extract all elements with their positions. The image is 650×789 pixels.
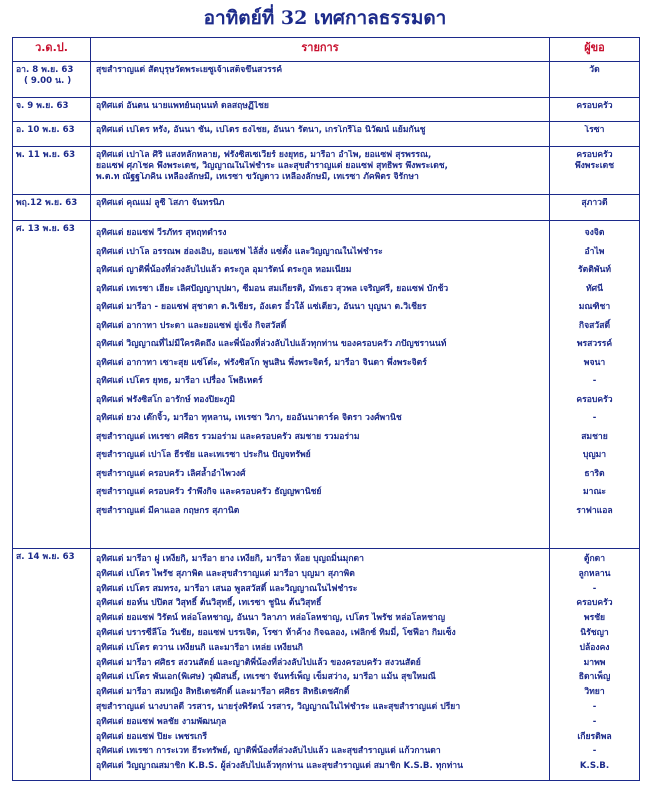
- row-date: [13, 122, 91, 146]
- requester-line: [550, 136, 639, 147]
- row-items: [91, 549, 550, 780]
- row-date: [13, 549, 91, 780]
- row-requester: [550, 147, 639, 194]
- row-requester: [550, 549, 639, 780]
- item-line: อุทิศแด่ ยอแซฟ วิรัตน์ หล่อโลหชาญ, อันนา วิลาภา หล่อโลหชาญ, เปโตร ไพรัช หล่อโลหชาญ: [96, 613, 446, 624]
- requester-line: มณฑิชา: [578, 302, 611, 312]
- requester-line: ทัศนี: [586, 283, 603, 294]
- date-text: พ. 11 พ.ย. 63: [16, 150, 76, 160]
- page-title: อาทิตย์ที่ 32 เทศกาลธรรมดา: [203, 7, 447, 29]
- item-line: อุทิศแด่ เปโตร หรั่ง, อันนา ชั้น, เปโตร ธงไชย, อันนา รัตนา, เกรโกรีโอ นิวัฒน์ แย้มกันชู: [96, 125, 426, 135]
- requester-line: พึ่งพระเดช: [574, 161, 615, 171]
- table-header: [13, 38, 639, 62]
- item-line: อุทิศแด่ เปโตร ดวาน เหงียนกิ และมารีอา เหล่ย เหงียนกิ: [96, 642, 303, 653]
- row-requester: [550, 195, 639, 220]
- requester-line: บุญมา: [582, 450, 607, 460]
- requester-line: -: [592, 701, 597, 712]
- item-line: อุทิศแด่ ฟรังซิสโก อารักษ์ ทองปิยะภูมิ: [96, 394, 236, 405]
- date-text: ส. 14 พ.ย. 63: [16, 552, 75, 562]
- requester-line: ครอบครัว: [576, 394, 613, 405]
- requester-line: -: [592, 376, 597, 386]
- requester-line: สุภาวดี: [581, 198, 608, 208]
- item-line: อุทิศแด่ ยอแซฟ ปิยะ เพชรเกรี: [96, 731, 207, 742]
- item-line: อุทิศแด่ ยอแซฟ วีรภัทร สุหฤทดำรง: [96, 228, 227, 238]
- requester-line: ครอบครัว: [576, 598, 613, 609]
- table-row: [13, 98, 639, 122]
- item-line: [96, 183, 545, 194]
- requester-line: ครอบครัว: [576, 150, 613, 160]
- item-line: อุทิศแด่ อากาทา ประดา และยอแซฟ ยู่เช้ง กิจสวัสดิ์: [96, 320, 287, 331]
- requester-line: วิทยา: [584, 687, 605, 698]
- requester-line: โรซา: [584, 125, 605, 135]
- item-line: [96, 136, 545, 147]
- date-time: ( 9.00 น. ): [24, 76, 72, 86]
- row-items: [91, 221, 550, 548]
- item-line: [96, 520, 545, 539]
- row-date: [13, 147, 91, 194]
- item-line: สุขสำราญแด่ เทเรซา ศศิธร รวมอร่าม และครอบครัว สมชาย รวมอร่าม: [96, 431, 360, 442]
- item-line: อุทิศแด่ บรารซีลีโอ วันชัย, ยอแซฟ บรรเจิด, โรซา ห้าค้าง กิจฉลอง, เฟลิกซ์ ทิมมี่, โซฟีอา กิมเซ็ง: [96, 627, 456, 638]
- requester-line: วัด: [589, 65, 600, 75]
- date-text: ศ. 13 พ.ย. 63: [16, 224, 75, 234]
- requester-line: ธิดาเพ็ญ: [578, 672, 611, 683]
- requester-line: -: [592, 583, 597, 594]
- item-line: อุทิศแด่ เปโตร สมทรง, มารีอา เสนอ พูลสวัสดิ์ และวิญญาณในไฟชำระ: [96, 583, 358, 594]
- row-items: [91, 62, 550, 97]
- item-line: อุทิศแด่ อากาทา เซาะสุย แซ่โต๋ะ, ฟรังซิสโก พูนสิน พึ่งพระจิตร์, มารีอา จินดา พึ่งพระจิตร์: [96, 357, 427, 368]
- item-line: [96, 87, 545, 98]
- item-line: อุทิศแด่ เทเรซา การะเวท ธีระทรัพย์, ญาติพี่น้องที่ล่วงลับไปแล้ว และสุขสำราญแด่ แก้วกานดา: [96, 746, 441, 757]
- requester-line: ราฟาแอล: [576, 505, 613, 516]
- header-date: ว.ด.ป.: [13, 38, 91, 61]
- date-text: อ. 10 พ.ย. 63: [16, 125, 75, 135]
- row-requester: [550, 221, 639, 548]
- item-line: อุทิศแด่ เปาโล อรรณพ ฮ่องเอิบ, ยอแซฟ ไล้สั่ง แซ่ตั้ง และวิญญาณในไฟชำระ: [96, 246, 383, 257]
- row-items: [91, 147, 550, 194]
- row-date: [13, 221, 91, 548]
- requester-line: สมชาย: [581, 431, 608, 442]
- table-row: [13, 195, 639, 221]
- date-text: พฤ.12 พ.ย. 63: [16, 198, 78, 208]
- item-line: อุทิศแด่ เปโตร ไพรัช สุภาพิต และสุขสำราญแด่ มารีอา บุญมา สุภาพิต: [96, 568, 355, 579]
- item-line: อุทิศแด่ เปโตร พันเอก(พิเศษ) วุฒิสนธิ์, เทเรซา จันทร์เพ็ญ เข็มสว่าง, มารีอา แม้น สุขใหมณี: [96, 672, 436, 683]
- header-items: รายการ: [91, 38, 550, 61]
- item-line: อุทิศแด่ มารีอา - ยอแซฟ สุชาดา ต.วิเชียร, อังเดร อี๋วใล้ แซ่เตียว, อันนา บุญนา ต.วิเชียร: [96, 302, 427, 312]
- item-line: อุทิศแด่ มารีอา สมหญิง สิทธิเดชศักดิ์ และมารีอา ศศิธร สิทธิเดชศักดิ์: [96, 687, 350, 698]
- item-line: อุทิศแด่ มารีอา ศศิธร สงวนสัตย์ และญาติพี่น้องที่ล่วงลับไปแล้ว ของครอบครัว สงวนสัตย์: [96, 657, 421, 668]
- requester-line: [550, 172, 639, 183]
- requester-line: [550, 209, 639, 220]
- requester-line: พรสวรรค์: [576, 339, 613, 349]
- table-row: [13, 147, 639, 195]
- item-line: อุทิศแด่ อันตน นายแพทย์นฤนนท์ ดลสฤษฏิ์ไชย: [96, 101, 269, 111]
- item-line: สุขสำราญแด่ เปาโล ธีรชัย และเทเรซา ประกิน ปัญจทรัพย์: [96, 450, 311, 460]
- item-line: ยอแซฟ ศุภโชค พึ่งพระเดช, วิญญาณในไฟชำระ และสุขสำราญแด่ ยอแซฟ สุทธิพร พึ่งพระเดช,: [96, 161, 448, 171]
- item-line: อุทิศแด่ มารีอา ฝู เหงียกิ, มารีอา ยาง เหงียกิ, มารีอา ห้อย บุญถมิ่นมุกดา: [96, 554, 364, 564]
- date-text: อา. 8 พ.ย. 63: [16, 65, 74, 75]
- item-line: สุขสำราญแด่ นางบาลดี วรสาร, นายรุ่งพิรัตน์ วรสาร, วิญญาณในไฟชำระ และสุขสำราญแด่ ปรียา: [96, 701, 461, 712]
- table-row: [13, 549, 639, 780]
- requester-line: K.S.B.: [579, 761, 610, 772]
- intentions-table: [12, 37, 640, 781]
- row-requester: [550, 62, 639, 97]
- requester-line: ปล้องคง: [579, 642, 610, 653]
- requester-line: ตู้กดา: [583, 554, 606, 564]
- item-line: สุขสำราญแด่ มีคาแอล กฤษกร สุภานิต: [96, 505, 240, 516]
- requester-line: นิรัชญา: [580, 627, 609, 638]
- requester-line: อำไพ: [584, 246, 605, 257]
- requester-line: มาพพ: [583, 657, 606, 668]
- requester-line: [550, 76, 639, 87]
- requester-line: จงจิต: [584, 228, 605, 238]
- requester-line: พจนา: [583, 357, 606, 368]
- item-line: อุทิศแด่ เปาโล ศิริ แสงหลักหลาย, ฟรังซิสเซเวียร์ ยงยุทธ, มารีอา อำไพ, ยอแซฟ สุรพรรณ,: [96, 150, 432, 160]
- table-row: [13, 221, 639, 549]
- requester-line: [550, 87, 639, 98]
- requester-line: ครอบครัว: [576, 101, 613, 111]
- item-line: อุทิศแด่ ยอแซฟ พลชัย งามพัฒนกุล: [96, 716, 227, 727]
- requester-line: -: [592, 716, 597, 727]
- item-line: อุทิศแด่ ยวง เต๊กจิ้ว, มารีอา ทุหลาน, เทเรซา วิภา, ยออันนาดาร์ค จิตรา วงศ์พานิช: [96, 413, 402, 423]
- requester-line: ลูกหลาน: [578, 568, 611, 579]
- requester-line: รัตติพันท์: [578, 265, 611, 275]
- item-line: [96, 76, 545, 87]
- item-line: อุทิศแด่ คุณแม่ ลูซี่ โสภา จันทรนิภ: [96, 198, 225, 208]
- requester-line: -: [592, 413, 597, 423]
- item-line: อุทิศแด่ วิญญาณสมาชิก K.B.S. ผู้ล่วงลับไปแล้วทุกท่าน และสุขสำราญแด่ สมาชิก K.S.B. ทุกท่าน: [96, 761, 463, 772]
- row-requester: [550, 98, 639, 121]
- table-row: [13, 62, 639, 98]
- requester-line: -: [592, 746, 597, 757]
- row-date: [13, 98, 91, 121]
- item-line: [96, 209, 545, 220]
- item-line: พ.ต.ท ณัฐฐโภคิน เหลืองลักษมี, เทเรซา ขวัญดาว เหลืองลักษมี, เทเรซา ภัคพิตร จิรักษา: [96, 172, 419, 182]
- date-text: จ. 9 พ.ย. 63: [16, 101, 69, 111]
- requester-line: พรชัย: [583, 613, 606, 624]
- item-line: อุทิศแด่ ยอห์น ปปิตส วิสุทธิ์ ต้นวิสุทธิ์, เทเรซา ชูนิน ต้นวิสุทธิ์: [96, 598, 322, 609]
- requester-line: [550, 183, 639, 194]
- requester-line: [550, 520, 639, 539]
- table-row: [13, 122, 639, 147]
- row-date: [13, 195, 91, 220]
- item-line: อุทิศแด่ เทเรซา เฮียะ เลิศปัญญาบุปผา, ซีมอน สมเกียรติ, มัทเธว สุวพล เจริญศรี, ยอแซฟ บักช้ว: [96, 283, 449, 294]
- row-date: [13, 62, 91, 97]
- item-line: อุทิศแด่ เปโตร ยุทธ, มารีอา เปรื่อง โพธิเหตร์: [96, 376, 263, 386]
- item-line: อุทิศแด่ ญาติพี่น้องที่ล่วงลับไปแล้ว ตระกูล อุมารัตน์ ตระกูล หอมเนียม: [96, 265, 352, 275]
- item-line: สุขสำราญแด่ ครอบครัว เลิศล้ำอำไพวงศ์: [96, 468, 246, 479]
- row-items: [91, 98, 550, 121]
- row-requester: [550, 122, 639, 146]
- item-line: อุทิศแด่ วิญญาณที่ไม่มีใครคิดถึง และพี่น้องที่ล่วงลับไปแล้วทุกท่าน ของครอบครัว ภปัญชรานนท์: [96, 339, 447, 349]
- requester-line: เกียรติพล: [577, 731, 612, 742]
- requester-line: กิจสวัสดิ์: [578, 320, 611, 331]
- row-items: [91, 122, 550, 146]
- header-requester: ผู้ขอ: [584, 41, 605, 54]
- item-line: สุขสำราญแด่ สัตบุรุษวัดพระเยซูเจ้าเสด็จขึ้นสวรรค์: [96, 65, 283, 75]
- row-items: [91, 195, 550, 220]
- requester-line: มาณะ: [582, 487, 607, 497]
- requester-line: ธาริต: [584, 468, 605, 479]
- item-line: สุขสำราญแด่ ครอบครัว รำพึงกิจ และครอบครัว ธัญญพานิชย์: [96, 487, 322, 497]
